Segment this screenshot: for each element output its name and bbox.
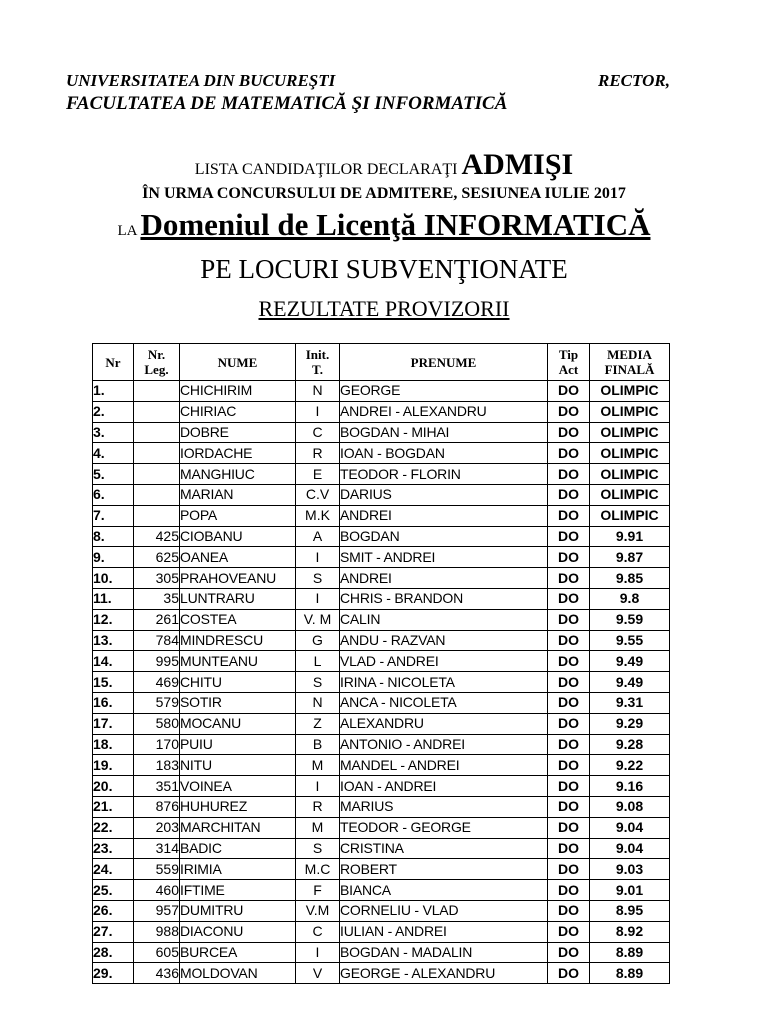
cell-leg: 314 bbox=[134, 838, 180, 859]
cell-tip: DO bbox=[548, 526, 590, 547]
cell-media: 8.89 bbox=[590, 963, 670, 984]
cell-leg: 35 bbox=[134, 588, 180, 609]
cell-nume: BADIC bbox=[180, 838, 296, 859]
cell-leg bbox=[134, 464, 180, 485]
cell-media: 9.22 bbox=[590, 755, 670, 776]
cell-leg bbox=[134, 422, 180, 443]
header-nr: Nr bbox=[93, 344, 134, 381]
cell-init: C.V bbox=[296, 484, 340, 505]
table-row bbox=[93, 963, 670, 984]
cell-nume: IRIMIA bbox=[180, 859, 296, 880]
table-row bbox=[93, 401, 670, 422]
cell-tip: DO bbox=[548, 942, 590, 963]
cell-media: 9.55 bbox=[590, 630, 670, 651]
title-line-1 bbox=[0, 146, 768, 189]
cell-tip: DO bbox=[548, 921, 590, 942]
table-row bbox=[93, 630, 670, 651]
cell-media: 9.29 bbox=[590, 713, 670, 734]
cell-media: 9.59 bbox=[590, 609, 670, 630]
cell-tip: DO bbox=[548, 381, 590, 402]
table-row bbox=[93, 692, 670, 713]
cell-nr: 4. bbox=[93, 443, 134, 464]
cell-prenume: IOAN - BOGDAN bbox=[340, 443, 548, 464]
cell-media: OLIMPIC bbox=[590, 484, 670, 505]
cell-init: R bbox=[296, 443, 340, 464]
cell-nr: 22. bbox=[93, 817, 134, 838]
cell-media: OLIMPIC bbox=[590, 464, 670, 485]
cell-nr: 7. bbox=[93, 505, 134, 526]
cell-init: C bbox=[296, 921, 340, 942]
cell-nr: 15. bbox=[93, 672, 134, 693]
title-session: ÎN URMA CONCURSULUI DE ADMITERE, SESIUNEA IULIE 2017 bbox=[142, 185, 626, 202]
cell-media: 9.16 bbox=[590, 776, 670, 797]
cell-tip: DO bbox=[548, 672, 590, 693]
table-row bbox=[93, 464, 670, 485]
cell-prenume: GEORGE bbox=[340, 381, 548, 402]
cell-prenume: CORNELIU - VLAD bbox=[340, 900, 548, 921]
cell-nr: 28. bbox=[93, 942, 134, 963]
cell-media: OLIMPIC bbox=[590, 505, 670, 526]
cell-nume: SOTIR bbox=[180, 692, 296, 713]
cell-prenume: GEORGE - ALEXANDRU bbox=[340, 963, 548, 984]
cell-nume: POPA bbox=[180, 505, 296, 526]
cell-tip: DO bbox=[548, 900, 590, 921]
cell-nume: MINDRESCU bbox=[180, 630, 296, 651]
faculty-name: FACULTATEA DE MATEMATICĂ ŞI INFORMATICĂ bbox=[66, 93, 508, 114]
cell-prenume: MARIUS bbox=[340, 796, 548, 817]
cell-media: OLIMPIC bbox=[590, 422, 670, 443]
cell-init: A bbox=[296, 526, 340, 547]
header-tip: Tip Act bbox=[548, 344, 590, 381]
cell-prenume: CHRIS - BRANDON bbox=[340, 588, 548, 609]
cell-prenume: ALEXANDRU bbox=[340, 713, 548, 734]
table-row bbox=[93, 443, 670, 464]
cell-tip: DO bbox=[548, 401, 590, 422]
cell-media: 9.04 bbox=[590, 817, 670, 838]
cell-prenume: TEODOR - FLORIN bbox=[340, 464, 548, 485]
cell-prenume: DARIUS bbox=[340, 484, 548, 505]
rector-label: RECTOR, bbox=[598, 71, 670, 90]
cell-nr: 2. bbox=[93, 401, 134, 422]
cell-media: 9.31 bbox=[590, 692, 670, 713]
cell-prenume: SMIT - ANDREI bbox=[340, 547, 548, 568]
cell-nr: 18. bbox=[93, 734, 134, 755]
cell-prenume: CALIN bbox=[340, 609, 548, 630]
cell-init: S bbox=[296, 672, 340, 693]
cell-leg: 625 bbox=[134, 547, 180, 568]
cell-media: OLIMPIC bbox=[590, 443, 670, 464]
cell-tip: DO bbox=[548, 422, 590, 443]
cell-init: R bbox=[296, 796, 340, 817]
header-leg: Nr. Leg. bbox=[134, 344, 180, 381]
table-row bbox=[93, 672, 670, 693]
cell-leg: 170 bbox=[134, 734, 180, 755]
results-table bbox=[92, 343, 670, 984]
cell-init: B bbox=[296, 734, 340, 755]
cell-leg: 605 bbox=[134, 942, 180, 963]
cell-media: 9.87 bbox=[590, 547, 670, 568]
cell-prenume: VLAD - ANDREI bbox=[340, 651, 548, 672]
cell-leg: 559 bbox=[134, 859, 180, 880]
header-init: Init. T. bbox=[296, 344, 340, 381]
cell-prenume: BOGDAN - MADALIN bbox=[340, 942, 548, 963]
cell-nume: VOINEA bbox=[180, 776, 296, 797]
cell-init: V bbox=[296, 963, 340, 984]
cell-init: I bbox=[296, 401, 340, 422]
table-row bbox=[93, 588, 670, 609]
table-row bbox=[93, 484, 670, 505]
table-row bbox=[93, 568, 670, 589]
cell-nume: NITU bbox=[180, 755, 296, 776]
table-row bbox=[93, 900, 670, 921]
cell-leg: 261 bbox=[134, 609, 180, 630]
cell-nr: 29. bbox=[93, 963, 134, 984]
cell-leg bbox=[134, 484, 180, 505]
cell-prenume: BIANCA bbox=[340, 880, 548, 901]
cell-init: E bbox=[296, 464, 340, 485]
cell-nume: MARCHITAN bbox=[180, 817, 296, 838]
cell-media: 9.08 bbox=[590, 796, 670, 817]
cell-tip: DO bbox=[548, 880, 590, 901]
cell-tip: DO bbox=[548, 713, 590, 734]
cell-nume: CHICHIRIM bbox=[180, 381, 296, 402]
cell-tip: DO bbox=[548, 505, 590, 526]
cell-init: I bbox=[296, 776, 340, 797]
cell-nume: HUHUREZ bbox=[180, 796, 296, 817]
cell-init: N bbox=[296, 381, 340, 402]
cell-leg: 436 bbox=[134, 963, 180, 984]
cell-init: I bbox=[296, 547, 340, 568]
title-admitted: ADMIŞI bbox=[461, 148, 574, 181]
cell-nume: BURCEA bbox=[180, 942, 296, 963]
cell-tip: DO bbox=[548, 651, 590, 672]
cell-nr: 19. bbox=[93, 755, 134, 776]
cell-leg: 580 bbox=[134, 713, 180, 734]
cell-init: N bbox=[296, 692, 340, 713]
cell-prenume: ANCA - NICOLETA bbox=[340, 692, 548, 713]
table-row bbox=[93, 422, 670, 443]
cell-leg: 351 bbox=[134, 776, 180, 797]
cell-media: 9.28 bbox=[590, 734, 670, 755]
cell-media: 8.89 bbox=[590, 942, 670, 963]
cell-nr: 12. bbox=[93, 609, 134, 630]
cell-tip: DO bbox=[548, 484, 590, 505]
cell-media: 9.49 bbox=[590, 672, 670, 693]
cell-nume: MARIAN bbox=[180, 484, 296, 505]
cell-init: M.K bbox=[296, 505, 340, 526]
cell-leg: 579 bbox=[134, 692, 180, 713]
cell-leg bbox=[134, 443, 180, 464]
cell-tip: DO bbox=[548, 776, 590, 797]
cell-nr: 11. bbox=[93, 588, 134, 609]
cell-media: 9.85 bbox=[590, 568, 670, 589]
cell-nume: MUNTEANU bbox=[180, 651, 296, 672]
cell-prenume: IOAN - ANDREI bbox=[340, 776, 548, 797]
cell-media: 8.95 bbox=[590, 900, 670, 921]
cell-leg: 183 bbox=[134, 755, 180, 776]
cell-tip: DO bbox=[548, 609, 590, 630]
header-media: MEDIA FINALĂ bbox=[590, 344, 670, 381]
cell-prenume: BOGDAN bbox=[340, 526, 548, 547]
cell-tip: DO bbox=[548, 859, 590, 880]
table-row bbox=[93, 609, 670, 630]
cell-tip: DO bbox=[548, 547, 590, 568]
title-subsidized: PE LOCURI SUBVENŢIONATE bbox=[200, 254, 568, 284]
header-prenume: PRENUME bbox=[340, 344, 548, 381]
cell-init: V. M bbox=[296, 609, 340, 630]
cell-nume: MANGHIUC bbox=[180, 464, 296, 485]
cell-init: S bbox=[296, 838, 340, 859]
cell-prenume: ANDU - RAZVAN bbox=[340, 630, 548, 651]
cell-nr: 23. bbox=[93, 838, 134, 859]
cell-tip: DO bbox=[548, 692, 590, 713]
cell-nume: DUMITRU bbox=[180, 900, 296, 921]
title-provisional: REZULTATE PROVIZORII bbox=[258, 296, 510, 321]
cell-nr: 3. bbox=[93, 422, 134, 443]
table-row bbox=[93, 859, 670, 880]
cell-tip: DO bbox=[548, 630, 590, 651]
cell-prenume: CRISTINA bbox=[340, 838, 548, 859]
cell-leg: 469 bbox=[134, 672, 180, 693]
cell-init: C bbox=[296, 422, 340, 443]
cell-tip: DO bbox=[548, 796, 590, 817]
cell-tip: DO bbox=[548, 734, 590, 755]
cell-nume: CHIRIAC bbox=[180, 401, 296, 422]
table-row bbox=[93, 734, 670, 755]
cell-media: 9.49 bbox=[590, 651, 670, 672]
cell-leg: 305 bbox=[134, 568, 180, 589]
title-line-3 bbox=[0, 205, 768, 251]
cell-init: S bbox=[296, 568, 340, 589]
cell-init: M bbox=[296, 755, 340, 776]
cell-nr: 24. bbox=[93, 859, 134, 880]
cell-leg: 988 bbox=[134, 921, 180, 942]
table-row bbox=[93, 505, 670, 526]
cell-nr: 13. bbox=[93, 630, 134, 651]
cell-init: G bbox=[296, 630, 340, 651]
cell-init: Z bbox=[296, 713, 340, 734]
table-row bbox=[93, 796, 670, 817]
cell-prenume: IULIAN - ANDREI bbox=[340, 921, 548, 942]
cell-media: 9.91 bbox=[590, 526, 670, 547]
cell-nume: CHITU bbox=[180, 672, 296, 693]
cell-nume: DOBRE bbox=[180, 422, 296, 443]
cell-tip: DO bbox=[548, 755, 590, 776]
cell-nume: OANEA bbox=[180, 547, 296, 568]
cell-leg: 425 bbox=[134, 526, 180, 547]
institution-header bbox=[66, 70, 507, 116]
cell-prenume: ROBERT bbox=[340, 859, 548, 880]
cell-nume: IFTIME bbox=[180, 880, 296, 901]
cell-nr: 14. bbox=[93, 651, 134, 672]
table-row bbox=[93, 838, 670, 859]
cell-prenume: ANDREI bbox=[340, 505, 548, 526]
cell-prenume: MANDEL - ANDREI bbox=[340, 755, 548, 776]
cell-leg: 995 bbox=[134, 651, 180, 672]
cell-leg: 203 bbox=[134, 817, 180, 838]
title-la: LA bbox=[117, 223, 137, 239]
cell-media: 9.01 bbox=[590, 880, 670, 901]
cell-leg bbox=[134, 401, 180, 422]
cell-nume: CIOBANU bbox=[180, 526, 296, 547]
cell-prenume: ANTONIO - ANDREI bbox=[340, 734, 548, 755]
table-row bbox=[93, 381, 670, 402]
cell-init: V.M bbox=[296, 900, 340, 921]
table-row bbox=[93, 547, 670, 568]
cell-prenume: IRINA - NICOLETA bbox=[340, 672, 548, 693]
cell-media: OLIMPIC bbox=[590, 401, 670, 422]
table-row bbox=[93, 942, 670, 963]
cell-nr: 5. bbox=[93, 464, 134, 485]
cell-nume: COSTEA bbox=[180, 609, 296, 630]
cell-nr: 27. bbox=[93, 921, 134, 942]
cell-prenume: ANDREI bbox=[340, 568, 548, 589]
cell-media: OLIMPIC bbox=[590, 381, 670, 402]
cell-init: I bbox=[296, 942, 340, 963]
table-row bbox=[93, 713, 670, 734]
cell-prenume: TEODOR - GEORGE bbox=[340, 817, 548, 838]
cell-init: L bbox=[296, 651, 340, 672]
cell-tip: DO bbox=[548, 817, 590, 838]
cell-nr: 26. bbox=[93, 900, 134, 921]
cell-leg: 784 bbox=[134, 630, 180, 651]
cell-nume: PUIU bbox=[180, 734, 296, 755]
cell-tip: DO bbox=[548, 443, 590, 464]
cell-init: M.C bbox=[296, 859, 340, 880]
cell-tip: DO bbox=[548, 568, 590, 589]
cell-nr: 20. bbox=[93, 776, 134, 797]
table-row bbox=[93, 817, 670, 838]
header-nume: NUME bbox=[180, 344, 296, 381]
university-name: UNIVERSITATEA DIN BUCUREŞTI bbox=[66, 71, 336, 90]
cell-media: 9.8 bbox=[590, 588, 670, 609]
cell-nume: LUNTRARU bbox=[180, 588, 296, 609]
cell-tip: DO bbox=[548, 963, 590, 984]
cell-nume: DIACONU bbox=[180, 921, 296, 942]
cell-nr: 6. bbox=[93, 484, 134, 505]
table-row bbox=[93, 880, 670, 901]
table-row bbox=[93, 651, 670, 672]
cell-prenume: ANDREI - ALEXANDRU bbox=[340, 401, 548, 422]
table-row bbox=[93, 921, 670, 942]
cell-prenume: BOGDAN - MIHAI bbox=[340, 422, 548, 443]
cell-tip: DO bbox=[548, 838, 590, 859]
cell-nr: 1. bbox=[93, 381, 134, 402]
cell-leg: 876 bbox=[134, 796, 180, 817]
table-header-row bbox=[93, 344, 670, 381]
cell-nume: IORDACHE bbox=[180, 443, 296, 464]
cell-init: F bbox=[296, 880, 340, 901]
cell-leg bbox=[134, 381, 180, 402]
cell-nr: 21. bbox=[93, 796, 134, 817]
table-row bbox=[93, 755, 670, 776]
cell-media: 9.04 bbox=[590, 838, 670, 859]
cell-media: 8.92 bbox=[590, 921, 670, 942]
cell-nr: 17. bbox=[93, 713, 134, 734]
cell-nume: PRAHOVEANU bbox=[180, 568, 296, 589]
title-prefix: LISTA CANDIDAŢILOR DECLARAŢI bbox=[194, 161, 458, 178]
table-row bbox=[93, 526, 670, 547]
cell-leg bbox=[134, 505, 180, 526]
cell-tip: DO bbox=[548, 588, 590, 609]
cell-init: I bbox=[296, 588, 340, 609]
cell-nume: MOCANU bbox=[180, 713, 296, 734]
cell-nume: MOLDOVAN bbox=[180, 963, 296, 984]
cell-tip: DO bbox=[548, 464, 590, 485]
cell-leg: 460 bbox=[134, 880, 180, 901]
cell-leg: 957 bbox=[134, 900, 180, 921]
table-row bbox=[93, 776, 670, 797]
cell-media: 9.03 bbox=[590, 859, 670, 880]
cell-nr: 10. bbox=[93, 568, 134, 589]
cell-nr: 16. bbox=[93, 692, 134, 713]
cell-nr: 9. bbox=[93, 547, 134, 568]
cell-nr: 25. bbox=[93, 880, 134, 901]
title-domain: Domeniul de Licenţă INFORMATICĂ bbox=[140, 207, 651, 242]
cell-init: M bbox=[296, 817, 340, 838]
cell-nr: 8. bbox=[93, 526, 134, 547]
